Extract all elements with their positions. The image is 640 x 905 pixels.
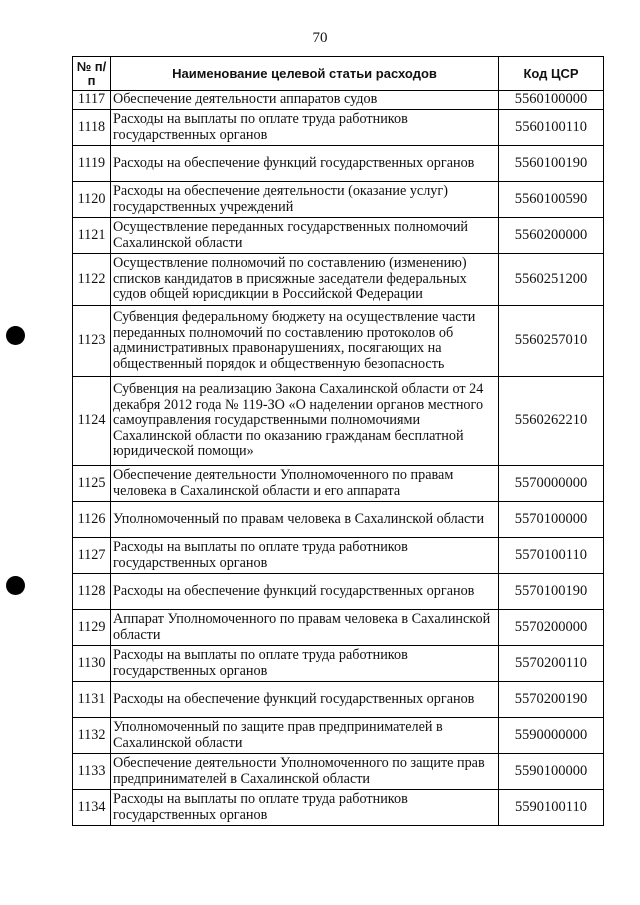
- row-code: 5570100190: [499, 574, 604, 610]
- row-code: 5570000000: [499, 466, 604, 502]
- row-number: 1132: [73, 718, 111, 754]
- table-row: [73, 790, 604, 826]
- row-name: Расходы на выплаты по оплате труда работников государственных органов: [111, 790, 499, 826]
- row-code: 5570100000: [499, 502, 604, 538]
- row-name: Расходы на выплаты по оплате труда работников государственных органов: [111, 538, 499, 574]
- row-name: Аппарат Уполномоченного по правам человека в Сахалинской области: [111, 610, 499, 646]
- row-code: 5560200000: [499, 218, 604, 254]
- page-number: 70: [312, 30, 328, 46]
- table-row: [73, 110, 604, 146]
- row-code: 5590100000: [499, 754, 604, 790]
- punch-hole-bottom: [6, 576, 25, 595]
- row-name: Уполномоченный по защите прав предпринимателей в Сахалинской области: [111, 718, 499, 754]
- row-name: Расходы на выплаты по оплате труда работников государственных органов: [111, 646, 499, 682]
- row-number: 1129: [73, 610, 111, 646]
- table-row: [73, 466, 604, 502]
- row-name: Осуществление полномочий по составлению (изменению) списков кандидатов в присяжные заседатели федеральных судов общей юрисдикции в Российской Федерации: [111, 254, 499, 306]
- row-name: Субвенция федеральному бюджету на осуществление части переданных полномочий по составлению протоколов об административных правонарушениях, посягающих на общественный порядок и общественную безопасность: [111, 306, 499, 377]
- row-name: Обеспечение деятельности Уполномоченного по правам человека в Сахалинской области и его аппарата: [111, 466, 499, 502]
- row-number: 1126: [73, 502, 111, 538]
- row-code: 5560262210: [499, 377, 604, 466]
- table-row: [73, 182, 604, 218]
- table-row: [73, 646, 604, 682]
- table-row: [73, 754, 604, 790]
- row-name: Осуществление переданных государственных полномочий Сахалинской области: [111, 218, 499, 254]
- row-code: 5590000000: [499, 718, 604, 754]
- row-number: 1118: [73, 110, 111, 146]
- row-code: 5560251200: [499, 254, 604, 306]
- row-number: 1123: [73, 306, 111, 377]
- table-row: [73, 146, 604, 182]
- row-name: Субвенция на реализацию Закона Сахалинской области от 24 декабря 2012 года № 119-ЗО «О наделении органов местного самоуправления государственными полномочиями Сахалинской области по оказанию гражданам бесплатной юридической помощи»: [111, 377, 499, 466]
- row-number: 1119: [73, 146, 111, 182]
- row-code: 5590100110: [499, 790, 604, 826]
- target-expense-codes-table: [72, 56, 604, 826]
- table-row: [73, 91, 604, 110]
- row-code: 5570200110: [499, 646, 604, 682]
- row-code: 5560257010: [499, 306, 604, 377]
- table-row: [73, 502, 604, 538]
- row-code: 5560100590: [499, 182, 604, 218]
- row-number: 1128: [73, 574, 111, 610]
- table-row: [73, 718, 604, 754]
- punch-hole-top: [6, 326, 25, 345]
- row-code: 5560100000: [499, 91, 604, 110]
- header-code: Код ЦСР: [499, 57, 604, 91]
- row-name: Уполномоченный по правам человека в Сахалинской области: [111, 502, 499, 538]
- row-name: Расходы на выплаты по оплате труда работников государственных органов: [111, 110, 499, 146]
- row-name: Расходы на обеспечение функций государственных органов: [111, 574, 499, 610]
- row-name: Обеспечение деятельности Уполномоченного по защите прав предпринимателей в Сахалинской области: [111, 754, 499, 790]
- table-row: [73, 682, 604, 718]
- table-row: [73, 254, 604, 306]
- row-name: Расходы на обеспечение деятельности (оказание услуг) государственных учреждений: [111, 182, 499, 218]
- row-number: 1120: [73, 182, 111, 218]
- table-header-row: [73, 57, 604, 91]
- row-code: 5560100190: [499, 146, 604, 182]
- row-number: 1127: [73, 538, 111, 574]
- row-number: 1122: [73, 254, 111, 306]
- row-name: Обеспечение деятельности аппаратов судов: [111, 91, 499, 110]
- table-row: [73, 306, 604, 377]
- row-name: Расходы на обеспечение функций государственных органов: [111, 682, 499, 718]
- row-code: 5570200190: [499, 682, 604, 718]
- row-number: 1121: [73, 218, 111, 254]
- row-number: 1131: [73, 682, 111, 718]
- row-code: 5560100110: [499, 110, 604, 146]
- table-row: [73, 574, 604, 610]
- header-num: № п/п: [73, 57, 111, 91]
- table-row: [73, 218, 604, 254]
- row-code: 5570100110: [499, 538, 604, 574]
- row-code: 5570200000: [499, 610, 604, 646]
- table-row: [73, 377, 604, 466]
- header-name: Наименование целевой статьи расходов: [111, 57, 499, 91]
- row-number: 1124: [73, 377, 111, 466]
- row-number: 1117: [73, 91, 111, 110]
- row-number: 1130: [73, 646, 111, 682]
- row-number: 1133: [73, 754, 111, 790]
- row-name: Расходы на обеспечение функций государственных органов: [111, 146, 499, 182]
- row-number: 1134: [73, 790, 111, 826]
- row-number: 1125: [73, 466, 111, 502]
- table-row: [73, 538, 604, 574]
- table-row: [73, 610, 604, 646]
